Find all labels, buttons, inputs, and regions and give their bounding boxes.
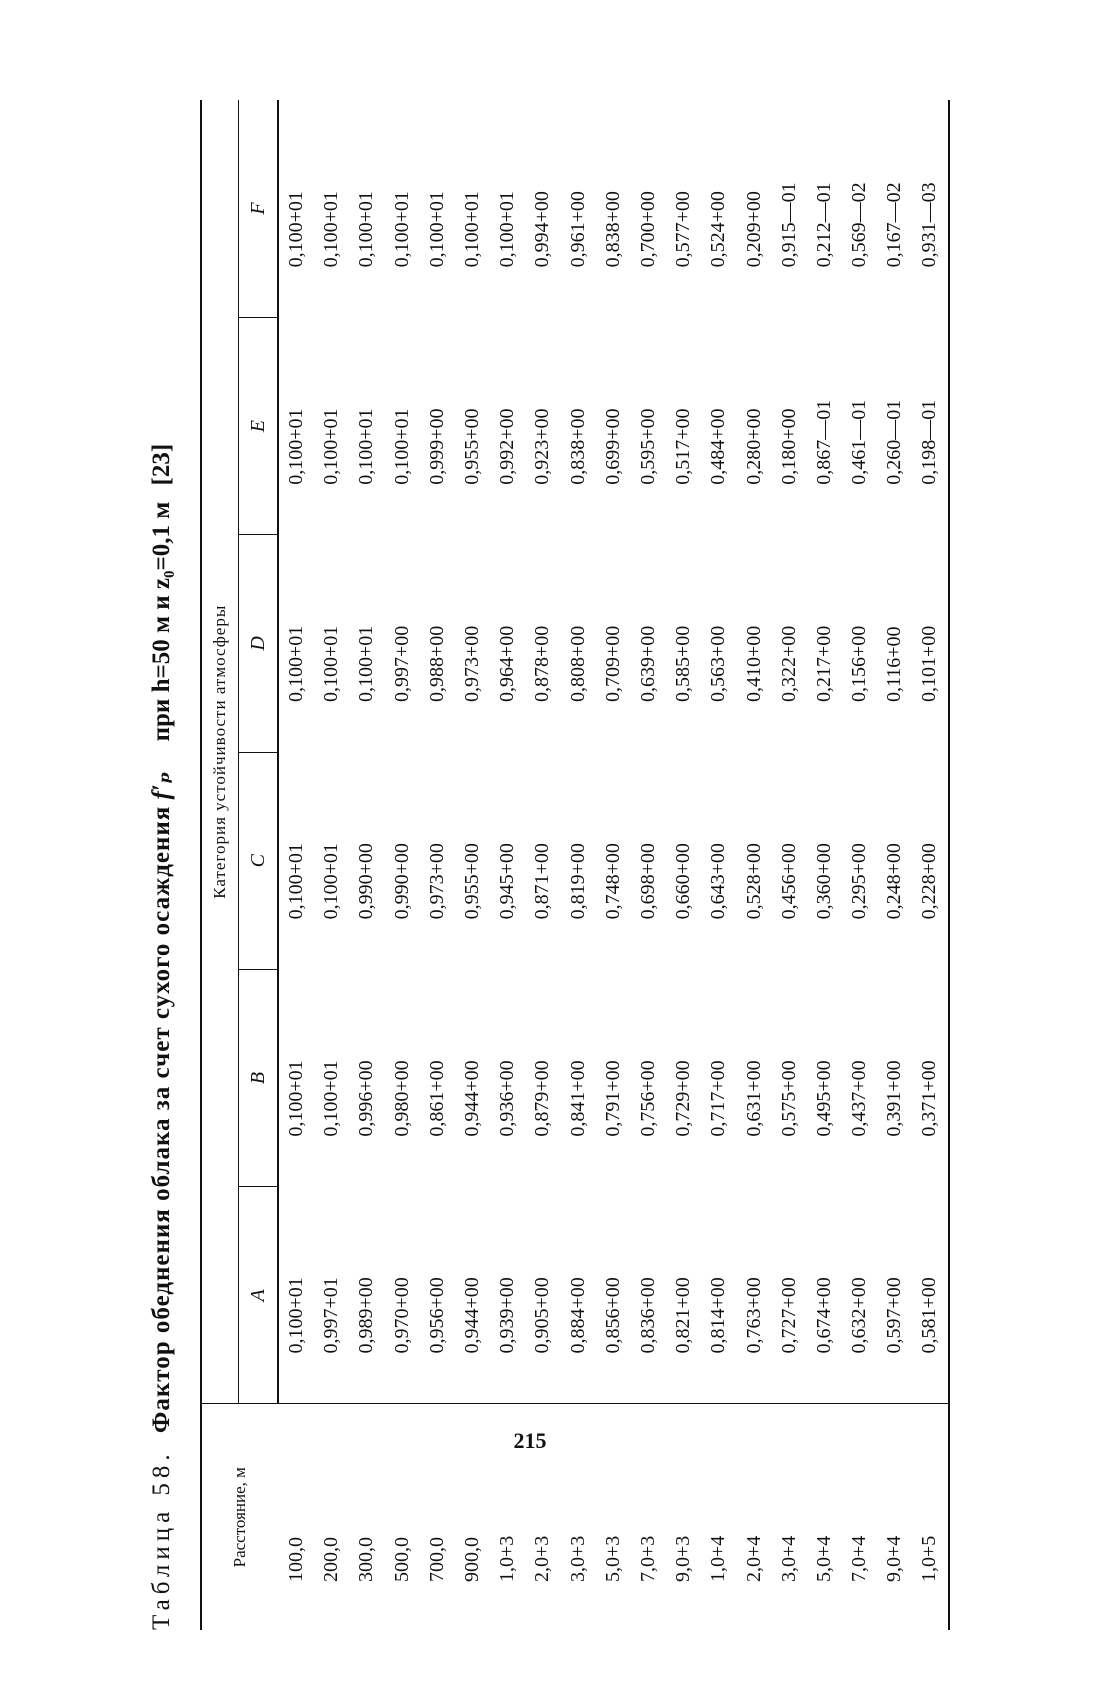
value-cell: 0,100+01	[285, 191, 308, 268]
distance-cell: 1,0+3	[490, 1404, 525, 1630]
distance-cell: 3,0+4	[772, 1404, 807, 1630]
value-cell: 0,517+00	[672, 408, 695, 485]
distance-cell: 5,0+4	[807, 1404, 842, 1630]
value-cell: 0,597+00	[883, 1277, 906, 1354]
distance-cell: 200,0	[314, 1404, 349, 1630]
distance-cell: 100,0	[278, 1404, 314, 1630]
value-cell: 0,973+00	[461, 625, 484, 703]
value-cell: 0,997+00	[390, 625, 413, 703]
value-cell: 0,100+01	[390, 408, 413, 485]
table-row	[912, 100, 948, 1630]
column-header: C	[239, 752, 279, 969]
distance-cell: 900,0	[455, 1404, 490, 1630]
table-row	[666, 100, 701, 1630]
value-cell: 0,814+00	[707, 1277, 730, 1354]
value-cell: 0,990+00	[390, 843, 413, 920]
distance-cell: 3,0+3	[561, 1404, 596, 1630]
value-cell: 0,100+01	[285, 408, 308, 485]
value-cell: 0,727+00	[777, 1277, 800, 1354]
table-row	[596, 100, 631, 1630]
table-row	[631, 100, 666, 1630]
value-cell: 0,944+00	[461, 1060, 484, 1137]
table-row	[314, 100, 349, 1630]
value-cell: 0,945+00	[496, 843, 519, 920]
value-cell: 0,884+00	[566, 1277, 589, 1354]
value-cell: 0,180+00	[777, 408, 800, 485]
distance-cell: 300,0	[349, 1404, 384, 1630]
value-cell: 0,437+00	[848, 1060, 871, 1137]
value-cell: 0,867—01	[812, 399, 835, 485]
value-cell: 0,905+00	[531, 1277, 554, 1354]
value-cell: 0,248+00	[883, 843, 906, 920]
table-row	[807, 100, 842, 1630]
table-row	[772, 100, 807, 1630]
rotated-page-content	[140, 100, 941, 1630]
value-cell: 0,961+00	[566, 191, 589, 268]
value-cell: 0,100+01	[390, 191, 413, 268]
value-cell: 0,988+00	[425, 625, 448, 703]
distance-cell: 7,0+3	[631, 1404, 666, 1630]
value-cell: 0,989+00	[355, 1277, 378, 1354]
distance-cell: 5,0+3	[596, 1404, 631, 1630]
category-header: Категория устойчивости атмосферы	[201, 100, 239, 1404]
value-cell: 0,100+01	[285, 1060, 308, 1137]
table-row	[420, 100, 455, 1630]
value-cell: 0,217+00	[812, 625, 835, 703]
table-row	[385, 100, 420, 1630]
value-cell: 0,856+00	[601, 1277, 624, 1354]
value-cell: 0,639+00	[636, 625, 659, 703]
value-cell: 0,100+01	[285, 1277, 308, 1354]
value-cell: 0,923+00	[531, 408, 554, 485]
value-cell: 0,280+00	[742, 408, 765, 485]
value-cell: 0,915—01	[777, 182, 800, 268]
value-cell: 0,100+01	[320, 625, 343, 703]
value-cell: 0,198—01	[912, 317, 948, 534]
value-cell: 0,585+00	[672, 625, 695, 703]
value-cell: 0,931—03	[912, 100, 948, 317]
distance-cell: 7,0+4	[842, 1404, 877, 1630]
value-cell: 0,100+01	[355, 408, 378, 485]
table-row	[278, 100, 314, 1630]
value-cell: 0,698+00	[636, 843, 659, 920]
value-cell: 0,167—02	[883, 182, 906, 268]
value-cell: 0,322+00	[777, 625, 800, 703]
value-cell: 0,209+00	[742, 191, 765, 268]
value-cell: 0,456+00	[777, 843, 800, 920]
value-cell: 0,973+00	[425, 843, 448, 920]
value-cell: 0,990+00	[355, 843, 378, 920]
value-cell: 0,100+01	[320, 843, 343, 920]
value-cell: 0,980+00	[390, 1060, 413, 1137]
table-reference: [23]	[148, 443, 175, 486]
column-header: B	[239, 969, 279, 1186]
value-cell: 0,371+00	[912, 969, 948, 1186]
value-cell: 0,956+00	[425, 1277, 448, 1354]
value-cell: 0,994+00	[531, 191, 554, 268]
value-cell: 0,100+01	[425, 191, 448, 268]
value-cell: 0,763+00	[742, 1277, 765, 1354]
table-number: Таблица 58.	[148, 1449, 175, 1630]
value-cell: 0,495+00	[812, 1060, 835, 1137]
value-cell: 0,674+00	[812, 1277, 835, 1354]
table-row	[490, 100, 525, 1630]
column-header: A	[239, 1187, 279, 1404]
distance-cell: 9,0+3	[666, 1404, 701, 1630]
value-cell: 0,260—01	[883, 399, 906, 485]
table-conditions: при h=50 м и z₀=0,1 м	[148, 501, 175, 742]
value-cell: 0,484+00	[707, 408, 730, 485]
value-cell: 0,955+00	[461, 408, 484, 485]
value-cell: 0,569—02	[848, 182, 871, 268]
value-cell: 0,819+00	[566, 843, 589, 920]
distance-cell: 500,0	[385, 1404, 420, 1630]
value-cell: 0,699+00	[601, 408, 624, 485]
value-cell: 0,461—01	[848, 399, 871, 485]
table-row	[561, 100, 596, 1630]
distance-cell: 9,0+4	[877, 1404, 912, 1630]
value-cell: 0,577+00	[672, 191, 695, 268]
value-cell: 0,116+00	[883, 626, 906, 703]
value-cell: 0,997+01	[320, 1277, 343, 1354]
value-cell: 0,524+00	[707, 191, 730, 268]
value-cell: 0,595+00	[636, 408, 659, 485]
table-row	[877, 100, 912, 1630]
value-cell: 0,878+00	[531, 625, 554, 703]
value-cell: 0,836+00	[636, 1277, 659, 1354]
value-cell: 0,100+01	[285, 843, 308, 920]
value-cell: 0,660+00	[672, 843, 695, 920]
value-cell: 0,643+00	[707, 843, 730, 920]
distance-header: Расстояние, м	[201, 1404, 278, 1630]
value-cell: 0,841+00	[566, 1060, 589, 1137]
value-cell: 0,631+00	[742, 1060, 765, 1137]
table-caption	[140, 100, 184, 1630]
distance-cell: 1,0+5	[912, 1404, 948, 1630]
value-cell: 0,808+00	[566, 625, 589, 703]
value-cell: 0,101+00	[912, 535, 948, 752]
value-cell: 0,838+00	[566, 408, 589, 485]
value-cell: 0,100+01	[461, 191, 484, 268]
value-cell: 0,964+00	[496, 625, 519, 703]
value-cell: 0,821+00	[672, 1277, 695, 1354]
column-header: D	[239, 535, 279, 752]
value-cell: 0,996+00	[355, 1060, 378, 1137]
value-cell: 0,563+00	[707, 625, 730, 703]
value-cell: 0,999+00	[425, 408, 448, 485]
table-row	[701, 100, 736, 1630]
value-cell: 0,295+00	[848, 843, 871, 920]
distance-cell: 1,0+4	[701, 1404, 736, 1630]
distance-cell: 2,0+3	[525, 1404, 560, 1630]
value-cell: 0,581+00	[912, 1187, 948, 1404]
value-cell: 0,100+01	[355, 625, 378, 703]
value-cell: 0,944+00	[461, 1277, 484, 1354]
value-cell: 0,871+00	[531, 843, 554, 920]
value-cell: 0,391+00	[883, 1060, 906, 1137]
value-cell: 0,100+01	[320, 408, 343, 485]
value-cell: 0,575+00	[777, 1060, 800, 1137]
value-cell: 0,228+00	[912, 752, 948, 969]
table-row	[842, 100, 877, 1630]
value-cell: 0,100+01	[320, 1060, 343, 1137]
value-cell: 0,992+00	[496, 408, 519, 485]
value-cell: 0,756+00	[636, 1060, 659, 1137]
value-cell: 0,838+00	[601, 191, 624, 268]
value-cell: 0,700+00	[636, 191, 659, 268]
column-header: E	[239, 317, 279, 534]
value-cell: 0,936+00	[496, 1060, 519, 1137]
value-cell: 0,156+00	[848, 625, 871, 703]
distance-cell: 2,0+4	[736, 1404, 771, 1630]
value-cell: 0,955+00	[461, 843, 484, 920]
value-cell: 0,729+00	[672, 1060, 695, 1137]
value-cell: 0,360+00	[812, 843, 835, 920]
table-row	[455, 100, 490, 1630]
table-row	[349, 100, 384, 1630]
value-cell: 0,528+00	[742, 843, 765, 920]
value-cell: 0,939+00	[496, 1277, 519, 1354]
page-number: 215	[513, 1428, 547, 1453]
value-cell: 0,100+01	[285, 625, 308, 703]
deposition-table	[200, 100, 950, 1630]
value-cell: 0,748+00	[601, 843, 624, 920]
value-cell: 0,717+00	[707, 1060, 730, 1137]
value-cell: 0,100+01	[496, 191, 519, 268]
column-header: F	[239, 100, 279, 317]
value-cell: 0,100+01	[355, 191, 378, 268]
value-cell: 0,100+01	[320, 191, 343, 268]
table-row	[736, 100, 771, 1630]
value-cell: 0,879+00	[531, 1060, 554, 1137]
value-cell: 0,212—01	[812, 182, 835, 268]
value-cell: 0,410+00	[742, 625, 765, 703]
table-row	[525, 100, 560, 1630]
value-cell: 0,791+00	[601, 1060, 624, 1137]
value-cell: 0,970+00	[390, 1277, 413, 1354]
value-cell: 0,709+00	[601, 625, 624, 703]
value-cell: 0,632+00	[848, 1277, 871, 1354]
table-title: Фактор обеднения облака за счет сухого осаждения	[148, 805, 175, 1434]
table-symbol: f′ₚ	[148, 771, 175, 800]
value-cell: 0,861+00	[425, 1060, 448, 1137]
distance-cell: 700,0	[420, 1404, 455, 1630]
